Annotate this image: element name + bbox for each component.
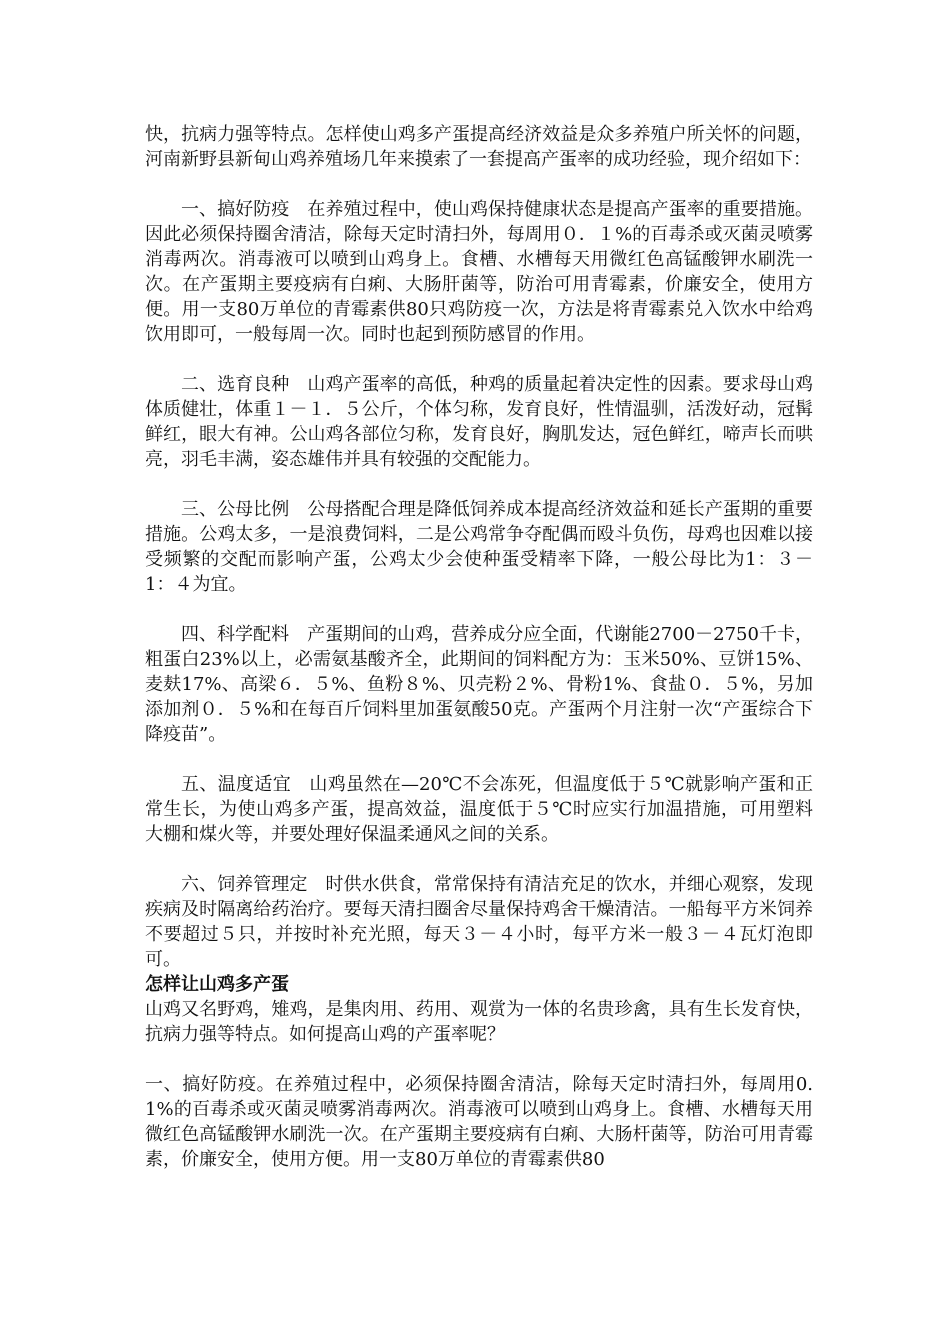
intro-paragraph: 快，抗病力强等特点。怎样使山鸡多产蛋提高经济效益是众多养殖户所关怀的问题，河南新野县新甸山鸡养殖场几年来摸索了一套提高产蛋率的成功经验，现介绍如下：: [145, 124, 813, 170]
paragraph-gap: [145, 597, 813, 622]
document-body: [145, 122, 813, 1172]
section-epidemic-prevention-2: 一、搞好防疫。在养殖过程中，必须保持圈舍清洁，除每天定时清扫外，每周用0.1%的百毒杀或灭菌灵喷雾消毒两次。消毒液可以喷到山鸡身上。食槽、水槽每天用微红色高锰酸钾水刷洗一次。在产蛋期主要疫病有白痢、大肠杆菌等，防治可用青霉素，价廉安全，使用方便。用一支80万单位的青霉素供80: [145, 1074, 813, 1170]
article-title: 怎样让山鸡多产蛋: [145, 974, 289, 995]
paragraph-gap: [145, 847, 813, 872]
intro-paragraph-2: 山鸡又名野鸡，雉鸡，是集肉用、药用、观赏为一体的名贵珍禽，具有生长发育快，抗病力强等特点。如何提高山鸡的产蛋率呢？: [145, 999, 813, 1045]
section-feed-formula: 四、科学配料 产蛋期间的山鸡，营养成分应全面，代谢能2700－2750千卡，粗蛋白23%以上，必需氨基酸齐全，此期间的饲料配方为：玉米50%、豆饼15%、麦麸17%、高梁６．５%、鱼粉８%、贝壳粉２%、骨粉1%、食盐０．５%，另加添加剂０．５%和在每百斤饲料里加蛋氨酸50克。产蛋两个月注射一次“产蛋综合下降疫苗”。: [145, 624, 813, 745]
paragraph-gap: [145, 347, 813, 372]
paragraph-gap: [145, 1047, 813, 1072]
section-sex-ratio: 三、公母比例 公母搭配合理是降低饲养成本提高经济效益和延长产蛋期的重要措施。公鸡太多，一是浪费饲料，二是公鸡常争夺配偶而殴斗负伤，母鸡也因难以接受频繁的交配而影响产蛋，公鸡太少会使种蛋受精率下降，一般公母比为1：３－1：４为宜。: [145, 499, 813, 595]
paragraph-gap: [145, 172, 813, 197]
section-epidemic-prevention: 一、搞好防疫 在养殖过程中，使山鸡保持健康状态是提高产蛋率的重要措施。因此必须保持圈舍清洁，除每天定时清扫外，每周用０．１%的百毒杀或灭菌灵喷雾消毒两次。消毒液可以喷到山鸡身上。食槽、水槽每天用微红色高锰酸钾水刷洗一次。在产蛋期主要疫病有白痢、大肠肝菌等，防治可用青霉素，价廉安全，使用方便。用一支80万单位的青霉素供80只鸡防疫一次，方法是将青霉素兑入饮水中给鸡饮用即可，一般每周一次。同时也起到预防感冒的作用。: [145, 199, 813, 345]
paragraph-gap: [145, 472, 813, 497]
paragraph-gap: [145, 747, 813, 772]
section-breeding: 二、选育良种 山鸡产蛋率的高低，种鸡的质量起着决定性的因素。要求母山鸡体质健壮，体重１－１．５公斤，个体匀称，发育良好，性情温驯，活泼好动，冠髯鲜红，眼大有神。公山鸡各部位匀称，发育良好，胸肌发达，冠色鲜红，啼声长而哄亮，羽毛丰满，姿态雄伟并具有较强的交配能力。: [145, 374, 813, 470]
section-management: 六、饲养管理定 时供水供食，常常保持有清洁充足的饮水，并细心观察，发现疾病及时隔离给药治疗。要每天清扫圈舍尽量保持鸡舍干燥清洁。一船每平方米饲养不要超过５只，并按时补充光照，每天３－４小时，每平方米一般３－４瓦灯泡即可。: [145, 874, 813, 970]
section-temperature: 五、温度适宜 山鸡虽然在—20℃不会冻死，但温度低于５℃就影响产蛋和正常生长，为使山鸡多产蛋，提高效益，温度低于５℃时应实行加温措施，可用塑料大棚和煤火等，并要处理好保温柔通风之间的关系。: [145, 774, 813, 845]
